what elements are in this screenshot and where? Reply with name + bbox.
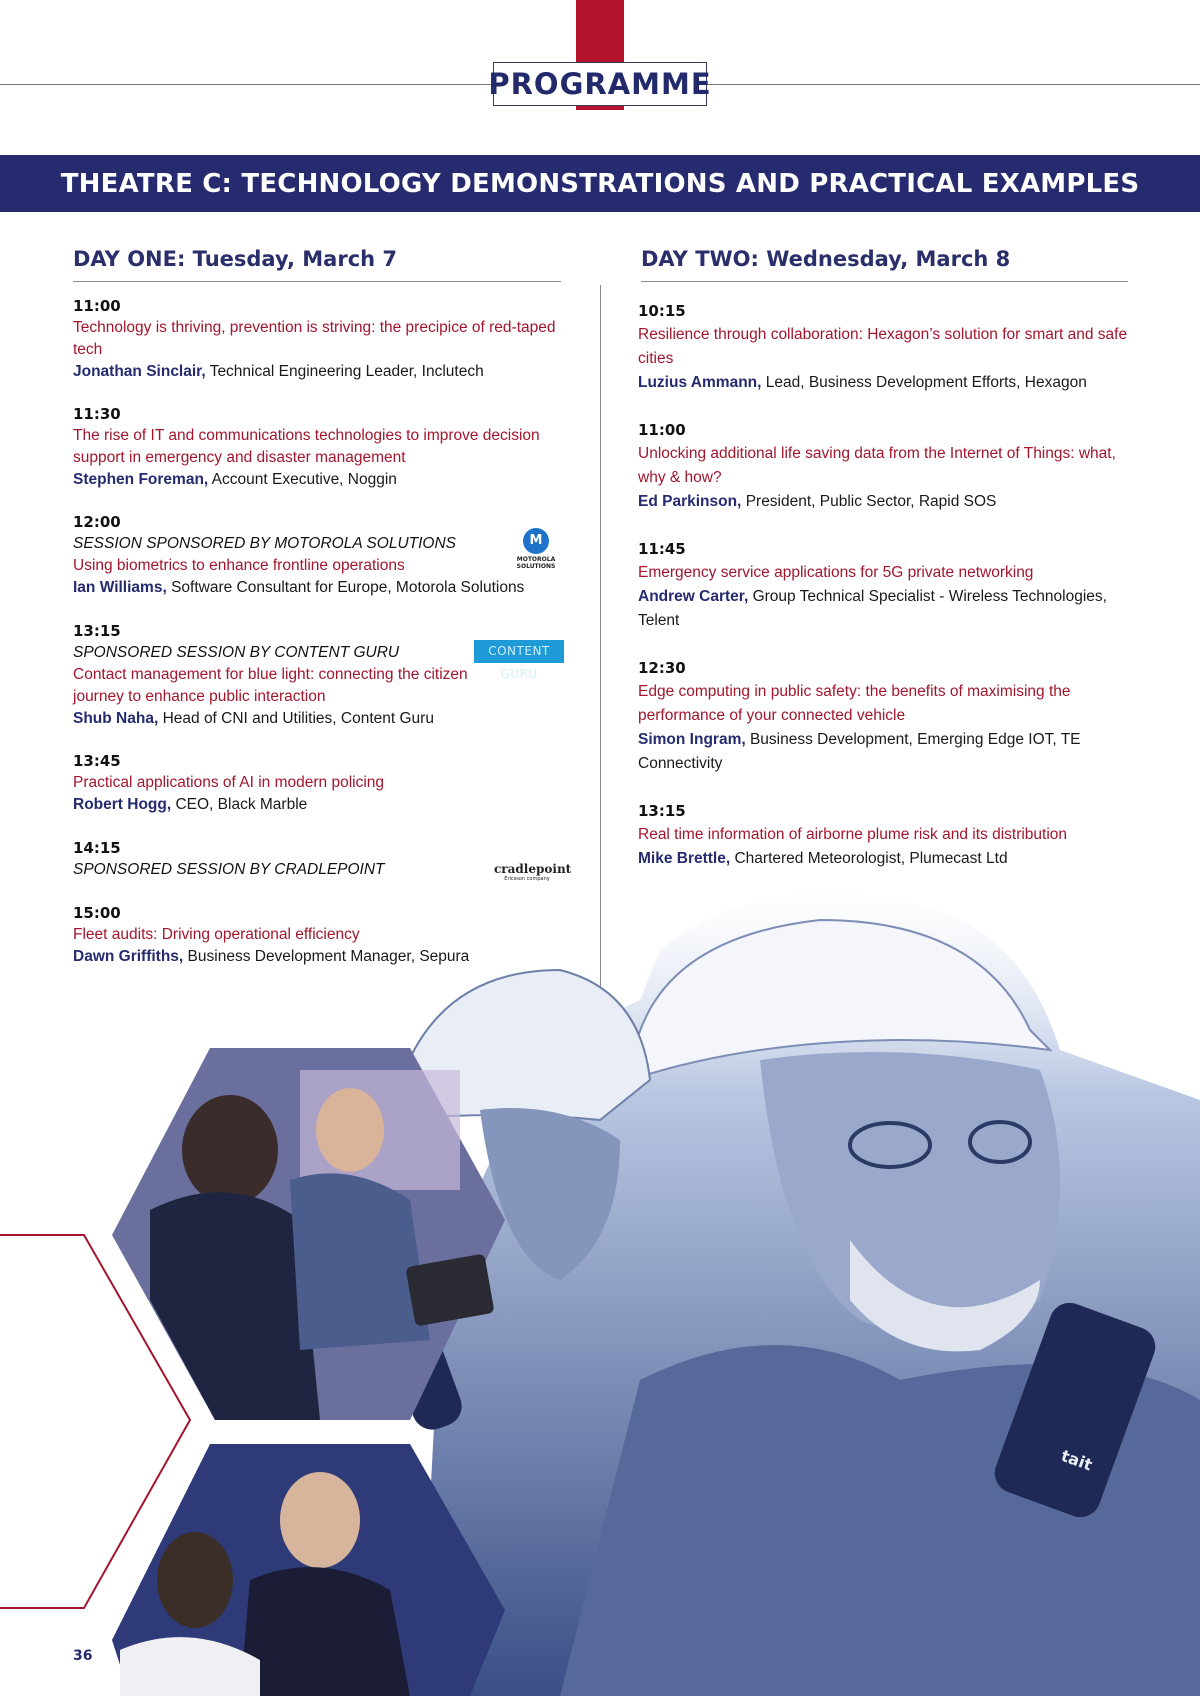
session-time: 13:45 [73, 752, 121, 770]
speaker-role: Head of CNI and Utilities, Content Guru [162, 710, 434, 727]
programme-label: PROGRAMME [488, 67, 712, 101]
sponsor-note: SPONSORED SESSION BY CONTENT GURU [73, 644, 400, 661]
day-one-session [73, 750, 553, 816]
motorola-logo-text: MOTOROLA SOLUTIONS [516, 556, 556, 570]
day-two-session [638, 299, 1138, 395]
speaker-role: Group Technical Specialist - Wireless Technologies, Telent [638, 588, 1107, 629]
theatre-title-band [0, 155, 1200, 212]
theatre-title: THEATRE C: TECHNOLOGY DEMONSTRATIONS AND PRACTICAL EXAMPLES [60, 168, 1140, 199]
session-time: 12:00 [73, 513, 121, 531]
session-title: Edge computing in public safety: the benefits of maximising the performance of your connected vehicle [638, 683, 1071, 724]
session-title: Technology is thriving, prevention is striving: the precipice of red-taped tech [73, 319, 556, 358]
day-one-session [73, 295, 563, 383]
speaker-name: Stephen Foreman, [73, 471, 209, 488]
session-time: 11:30 [73, 405, 121, 423]
session-title: Emergency service applications for 5G private networking [638, 564, 1034, 581]
session-title: Using biometrics to enhance frontline operations [73, 557, 405, 574]
photo-collage [0, 880, 1200, 1696]
speaker-name: Ian Williams, [73, 579, 167, 596]
programme-label-box [488, 62, 712, 106]
cradlepoint-tagline: Ericsson company [504, 876, 550, 882]
speaker-role: Business Development Manager, Sepura [187, 948, 470, 965]
content-guru-logo: CONTENT GURU [474, 640, 564, 663]
day-two-heading: DAY TWO: Wednesday, March 8 [641, 247, 1128, 282]
day-two-session [638, 537, 1118, 633]
speaker-role: Lead, Business Development Efforts, Hexagon [765, 374, 1087, 391]
cradlepoint-logo-text: cradlepoint [494, 862, 572, 876]
speaker-role: Software Consultant for Europe, Motorola Solutions [171, 579, 525, 596]
speaker-name: Robert Hogg, [73, 796, 172, 813]
session-title: Resilience through collaboration: Hexagon’s solution for smart and safe cities [638, 326, 1128, 367]
session-time: 12:30 [638, 659, 686, 677]
session-title: Real time information of airborne plume risk and its distribution [638, 826, 1068, 843]
speaker-role: Business Development, Emerging Edge IOT, TE Connectivity [638, 731, 1081, 772]
speaker-role: Technical Engineering Leader, Inclutech [209, 363, 484, 380]
session-time: 11:45 [638, 540, 686, 558]
speaker-name: Shub Naha, [73, 710, 159, 727]
day-two-session [638, 799, 1138, 871]
session-title: Fleet audits: Driving operational efficiency [73, 926, 360, 943]
speaker-role: CEO, Black Marble [175, 796, 308, 813]
sponsor-note: SPONSORED SESSION BY CRADLEPOINT [73, 861, 385, 878]
session-time: 15:00 [73, 904, 121, 922]
session-time: 10:15 [638, 302, 686, 320]
session-time: 14:15 [73, 839, 121, 857]
speaker-role: President, Public Sector, Rapid SOS [745, 493, 997, 510]
speaker-role: Account Executive, Noggin [211, 471, 397, 488]
session-time: 13:15 [73, 622, 121, 640]
radio-brand-label: tait [1058, 1445, 1095, 1475]
day-one-session [73, 511, 553, 599]
speaker-name: Mike Brettle, [638, 850, 731, 867]
speaker-name: Luzius Ammann, [638, 374, 762, 391]
day-one-session [73, 620, 473, 730]
session-time: 13:15 [638, 802, 686, 820]
day-one-session [73, 403, 543, 491]
session-title: Unlocking additional life saving data from the Internet of Things: what, why & how? [638, 445, 1116, 486]
speaker-role: Chartered Meteorologist, Plumecast Ltd [734, 850, 1008, 867]
session-title: Contact management for blue light: connecting the citizen journey to enhance public interaction [73, 666, 468, 705]
session-title: The rise of IT and communications technologies to improve decision support in emergency and disaster management [73, 427, 540, 466]
day-two-session [638, 418, 1128, 514]
day-one-heading: DAY ONE: Tuesday, March 7 [73, 247, 561, 282]
motorola-solutions-logo [508, 528, 564, 574]
session-title: Practical applications of AI in modern policing [73, 774, 385, 791]
page-number: 36 [73, 1648, 93, 1664]
speaker-name: Andrew Carter, [638, 588, 749, 605]
session-time: 11:00 [638, 421, 686, 439]
day-one-session [73, 837, 493, 881]
responders-photo [383, 892, 1200, 1696]
speaker-name: Ed Parkinson, [638, 493, 742, 510]
day-two-session [638, 656, 1108, 776]
motorola-m-icon: M [523, 528, 549, 554]
speaker-name: Dawn Griffiths, [73, 948, 184, 965]
speaker-name: Simon Ingram, [638, 731, 746, 748]
sponsor-note: SESSION SPONSORED BY MOTOROLA SOLUTIONS [73, 535, 456, 552]
speaker-name: Jonathan Sinclair, [73, 363, 206, 380]
session-time: 11:00 [73, 297, 121, 315]
